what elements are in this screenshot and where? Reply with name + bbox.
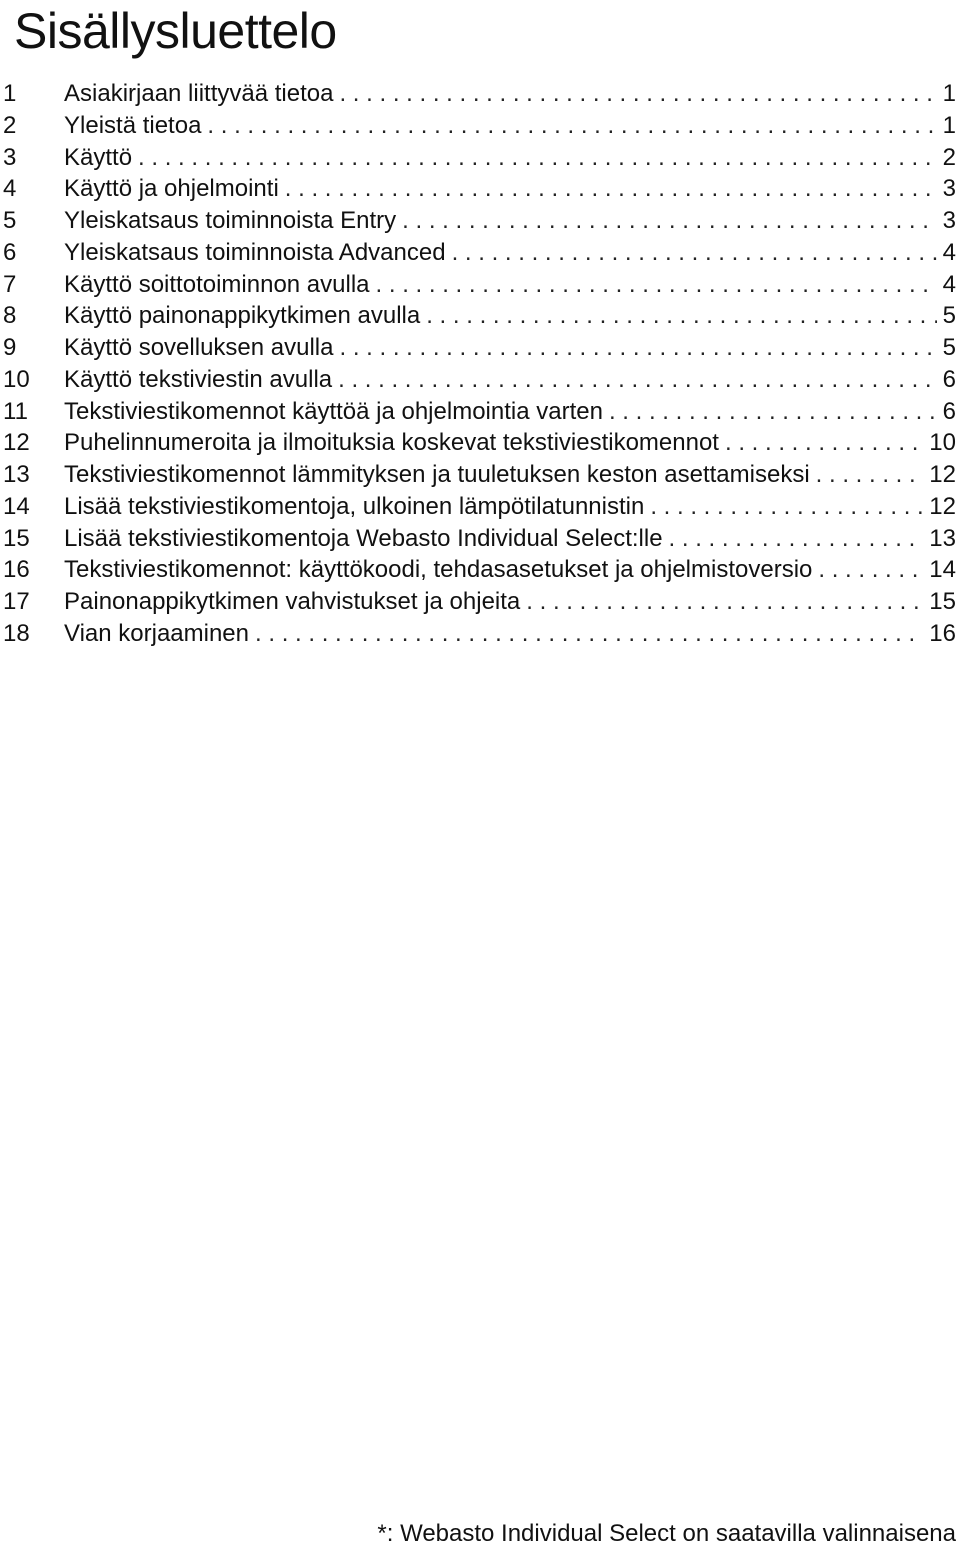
toc-entry-label: Käyttö painonappikytkimen avulla	[64, 302, 421, 330]
toc-dot-leader	[650, 491, 923, 523]
toc-entry[interactable]	[0, 78, 960, 110]
toc-entry-label: Käyttö ja ohjelmointi	[64, 175, 279, 203]
toc-entry[interactable]	[0, 586, 960, 618]
toc-entry[interactable]	[0, 491, 960, 523]
toc-entry-page: 3	[942, 175, 956, 203]
toc-entry-page: 4	[942, 270, 956, 298]
toc-dot-leader	[818, 554, 923, 586]
toc-dot-leader	[376, 269, 937, 301]
toc-dot-leader	[816, 459, 924, 491]
toc-dot-leader	[339, 332, 936, 364]
toc-entry-label: Tekstiviestikomennot lämmityksen ja tuuletuksen keston asettamiseksi	[64, 461, 810, 488]
toc-entry[interactable]	[0, 173, 960, 205]
toc-dot-leader	[426, 300, 936, 332]
toc-entry-page: 16	[929, 619, 956, 647]
toc-entry[interactable]	[0, 332, 960, 364]
toc-entry-label: Lisää tekstiviestikomentoja, ulkoinen lämpötilatunnistin	[64, 492, 645, 520]
table-of-contents	[0, 78, 960, 650]
toc-dot-leader	[669, 523, 924, 555]
toc-entry-label: Asiakirjaan liittyvää tietoa	[64, 80, 334, 107]
toc-entry-page: 12	[929, 461, 956, 488]
toc-entry-label: Käyttö	[64, 143, 133, 171]
toc-entry-number: 12	[3, 429, 30, 457]
toc-entry-label: Puhelinnumeroita ja ilmoituksia koskevat tekstiviestikomennot	[64, 429, 719, 457]
toc-entry-number: 15	[3, 524, 30, 552]
toc-entry-page: 5	[942, 334, 956, 361]
toc-entry-label: Käyttö sovelluksen avulla	[64, 334, 334, 361]
toc-dot-leader	[138, 142, 937, 174]
toc-entry-number: 7	[3, 270, 17, 298]
toc-entry-number: 9	[3, 334, 17, 361]
toc-entry[interactable]	[0, 237, 960, 269]
toc-entry-page: 5	[942, 302, 956, 330]
toc-entry-page: 1	[942, 80, 956, 107]
toc-entry-number: 2	[3, 111, 17, 139]
toc-entry-label: Tekstiviestikomennot käyttöä ja ohjelmointia varten	[64, 397, 603, 425]
footnote: *: Webasto Individual Select on saatavilla valinnaisena	[377, 1520, 956, 1547]
toc-entry-page: 3	[942, 207, 956, 234]
toc-entry-number: 1	[3, 80, 17, 107]
toc-entry-label: Käyttö tekstiviestin avulla	[64, 365, 333, 393]
toc-entry-page: 15	[929, 588, 956, 615]
toc-entry-page: 10	[929, 429, 956, 457]
toc-entry-number: 16	[3, 556, 30, 584]
toc-dot-leader	[526, 586, 923, 618]
toc-entry-page: 13	[929, 524, 956, 552]
page-title: Sisällysluettelo	[14, 3, 337, 59]
toc-entry-label: Käyttö soittotoiminnon avulla	[64, 270, 370, 298]
toc-entry-number: 14	[3, 492, 30, 520]
toc-entry-page: 1	[942, 111, 956, 139]
toc-entry-label: Painonappikytkimen vahvistukset ja ohjeita	[64, 588, 521, 615]
toc-dot-leader	[609, 396, 937, 428]
toc-dot-leader	[725, 427, 923, 459]
toc-entry-label: Tekstiviestikomennot: käyttökoodi, tehdasasetukset ja ohjelmistoversio	[64, 556, 813, 584]
toc-entry[interactable]	[0, 142, 960, 174]
toc-entry[interactable]	[0, 364, 960, 396]
toc-entry[interactable]	[0, 269, 960, 301]
toc-entry-label: Vian korjaaminen	[64, 619, 250, 647]
toc-entry-number: 5	[3, 207, 17, 234]
toc-dot-leader	[255, 618, 923, 650]
toc-entry-page: 4	[942, 238, 956, 266]
toc-entry-number: 11	[3, 397, 28, 425]
toc-entry-label: Yleiskatsaus toiminnoista Advanced	[64, 238, 446, 266]
toc-entry-number: 8	[3, 302, 17, 330]
toc-entry[interactable]	[0, 618, 960, 650]
toc-entry[interactable]	[0, 459, 960, 491]
toc-dot-leader	[285, 173, 937, 205]
toc-dot-leader	[452, 237, 937, 269]
toc-entry-label: Yleiskatsaus toiminnoista Entry	[64, 207, 397, 234]
toc-entry-page: 6	[942, 397, 956, 425]
toc-entry-page: 14	[929, 556, 956, 584]
toc-dot-leader	[339, 78, 936, 110]
toc-entry[interactable]	[0, 523, 960, 555]
toc-entry-label: Yleistä tietoa	[64, 111, 202, 139]
toc-entry-page: 2	[942, 143, 956, 171]
toc-entry[interactable]	[0, 554, 960, 586]
toc-entry[interactable]	[0, 205, 960, 237]
toc-entry-number: 18	[3, 619, 30, 647]
toc-entry-number: 4	[3, 175, 17, 203]
toc-entry[interactable]	[0, 427, 960, 459]
toc-entry[interactable]	[0, 300, 960, 332]
toc-entry-page: 12	[929, 492, 956, 520]
toc-entry-number: 13	[3, 461, 30, 488]
toc-entry-number: 6	[3, 238, 17, 266]
toc-entry-page: 6	[942, 365, 956, 393]
toc-entry-number: 17	[3, 588, 30, 615]
toc-entry-label: Lisää tekstiviestikomentoja Webasto Individual Select:lle	[64, 524, 663, 552]
toc-entry[interactable]	[0, 396, 960, 428]
toc-entry-number: 10	[3, 365, 30, 393]
toc-dot-leader	[402, 205, 936, 237]
toc-entry-number: 3	[3, 143, 17, 171]
toc-dot-leader	[338, 364, 937, 396]
toc-dot-leader	[207, 110, 936, 142]
toc-entry[interactable]	[0, 110, 960, 142]
